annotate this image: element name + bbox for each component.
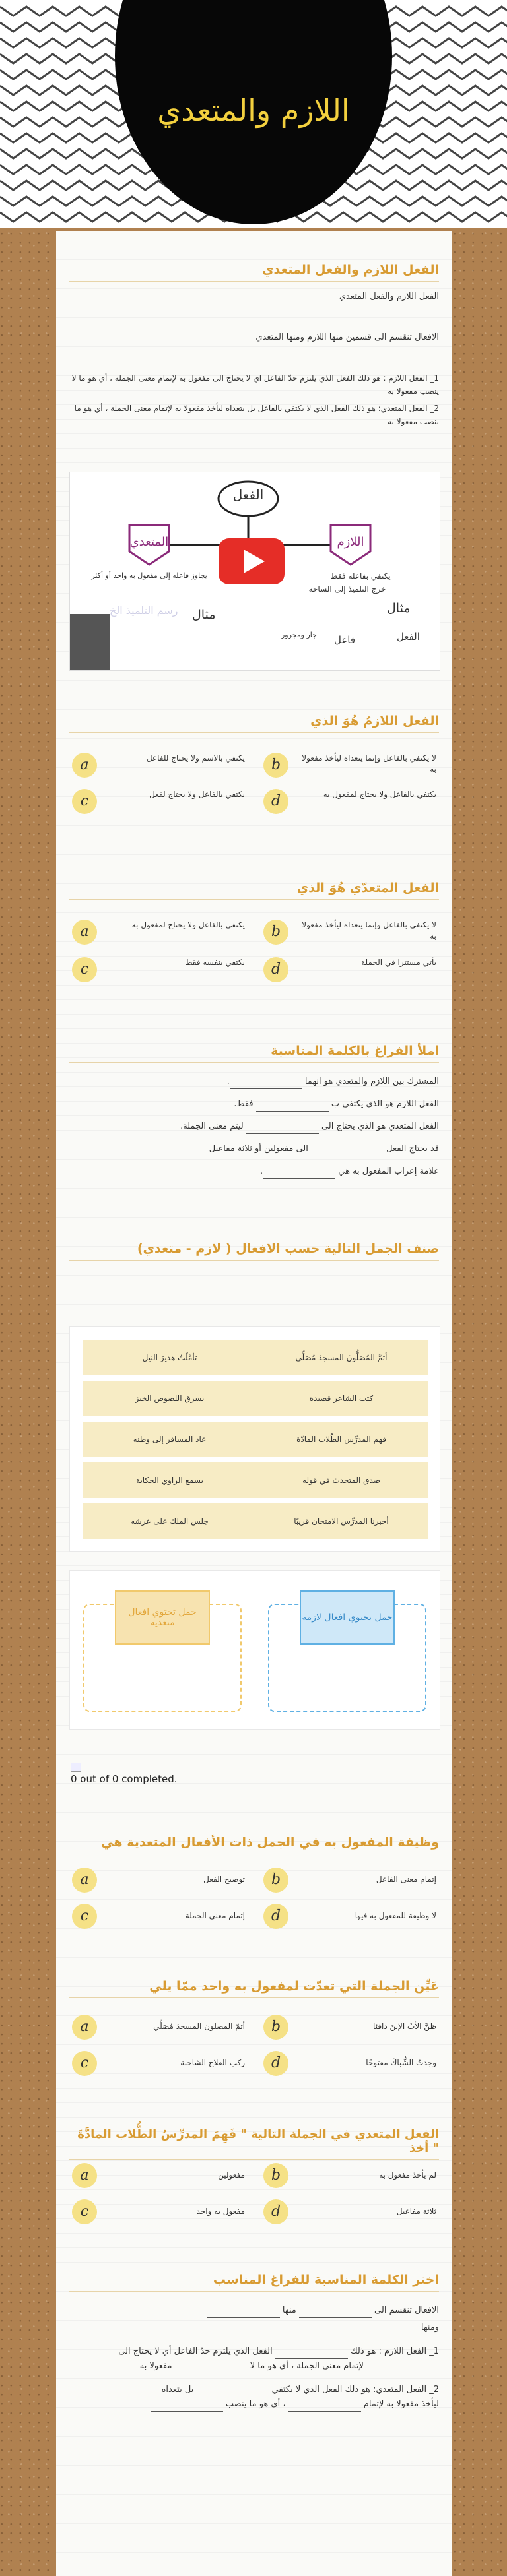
broken-image-icon xyxy=(71,1763,81,1772)
sort-card[interactable]: فهم المدرِّس الطُلاب المادّة xyxy=(255,1422,428,1457)
quiz-4-option-a[interactable] xyxy=(69,2012,248,2042)
fill-2-line-2: 1_ الفعل اللازم : هو ذلك الفعل الذي يلتزم حدّ الفاعل أي لا يحتاج الى لإتمام معنى الجملة ، أي هو ما لا مفعولا به xyxy=(69,2344,439,2373)
blank-input[interactable] xyxy=(299,2308,372,2318)
option-letter: b xyxy=(263,1868,288,1893)
blank-input[interactable] xyxy=(151,2402,223,2412)
option-text: ظنَّ الأبُ الإبنَ دافئا xyxy=(373,2022,436,2031)
option-text: مفعولين xyxy=(218,2170,245,2180)
sort-card[interactable]: أخبرنا المدرِّس الامتحان قريبًا xyxy=(255,1503,428,1539)
quiz-3-option-a[interactable] xyxy=(69,1865,248,1895)
quiz-1-option-b[interactable] xyxy=(261,750,439,780)
fill-2-line-1b: ومنها xyxy=(69,2321,439,2335)
sort-card[interactable]: جلس الملك على عرشه xyxy=(83,1503,256,1539)
word-1: الفعل xyxy=(397,631,420,643)
intro-line-1: الفعل اللازم والفعل المتعدي xyxy=(339,292,439,301)
intro-heading: الفعل اللازم والفعل المتعدي xyxy=(69,263,439,282)
option-letter: c xyxy=(72,957,97,982)
quiz-3-option-d[interactable] xyxy=(261,1901,439,1932)
option-letter: a xyxy=(72,2015,97,2040)
option-text: ثلاثة مفاعيل xyxy=(396,2207,436,2216)
quiz-1-option-a[interactable] xyxy=(69,750,248,780)
box-left-label: جمل تحتوي افعال متعدية xyxy=(115,1590,210,1645)
node-left: المتعدي xyxy=(129,535,169,549)
option-letter: c xyxy=(72,2051,97,2076)
option-text: إتمام معنى الفاعل xyxy=(376,1875,436,1884)
option-text: لا يكتفي بالفاعل وإنما يتعداه ليأخذ مفعولا به xyxy=(302,920,436,941)
sort-card[interactable]: صدق المتحدث في قوله xyxy=(255,1462,428,1498)
option-text: مفعول به واحد xyxy=(196,2207,245,2216)
option-text: يكتفي بالفاعل ولا يحتاج لمفعول به xyxy=(131,920,245,929)
header-banner xyxy=(0,0,507,228)
blank-input[interactable] xyxy=(230,1079,302,1089)
blank-input[interactable] xyxy=(311,1147,384,1156)
quiz-2-option-c[interactable] xyxy=(69,955,248,985)
hand-image xyxy=(70,614,110,670)
intro-line-2: الافعال تنقسم الى قسمين منها اللازم ومنها المتعدي xyxy=(255,332,439,342)
quiz-1-option-c[interactable] xyxy=(69,786,248,817)
sort-card[interactable]: تأمَّلْتُ هديرَ النيل xyxy=(83,1340,256,1375)
fill-2-heading: اختر الكلمة المناسبة للفراغ المناسب xyxy=(69,2273,439,2292)
option-letter: a xyxy=(72,753,97,778)
drop-zone-intransitive[interactable] xyxy=(268,1604,426,1712)
quiz-2 xyxy=(69,881,439,986)
sort-section xyxy=(69,1241,439,1261)
blank-input[interactable] xyxy=(207,2308,280,2318)
option-letter: b xyxy=(263,753,288,778)
option-text: إتمام معنى الجملة xyxy=(185,1911,245,1920)
quiz-4-option-c[interactable] xyxy=(69,2048,248,2079)
sort-card[interactable]: كتب الشاعر قصيدة xyxy=(255,1381,428,1416)
fill-1-line-1: المشترك بين اللازم والمتعدي هو انهما . xyxy=(69,1075,439,1089)
video-watermark: رسم التلميذ الخ xyxy=(110,604,178,617)
option-letter: a xyxy=(72,920,97,945)
blank-input[interactable] xyxy=(288,2402,361,2412)
blank-input[interactable] xyxy=(86,2387,158,2397)
option-text: وجدتُ الشُّباكَ مفتوحًا xyxy=(366,2058,436,2067)
fill-2-line-1: الافعال تنقسم الى منها xyxy=(69,2304,439,2318)
video-player[interactable] xyxy=(69,472,440,671)
node-right-text: يكتفي بفاعله فقط xyxy=(330,571,391,581)
fill-1-line-3: الفعل المتعدي هو الذي يحتاج الى ليتم معنى الجملة. xyxy=(69,1119,439,1134)
quiz-2-option-d[interactable] xyxy=(261,955,439,985)
fill-1-line-2: الفعل اللازم هو الذي يكتفي ب فقط. xyxy=(69,1097,439,1112)
option-letter: a xyxy=(72,2163,97,2188)
quiz-5 xyxy=(69,2127,439,2240)
option-letter: c xyxy=(72,2199,97,2224)
sort-boxes-panel xyxy=(69,1570,440,1730)
quiz-5-option-c[interactable] xyxy=(69,2197,248,2227)
sort-card[interactable]: يسرق اللصوص الخبز xyxy=(83,1381,256,1416)
quiz-4-option-d[interactable] xyxy=(261,2048,439,2079)
option-text: لا وظيفة للمفعول به فيها xyxy=(355,1911,436,1920)
quiz-2-option-a[interactable] xyxy=(69,917,248,947)
quiz-1 xyxy=(69,714,439,819)
quiz-5-option-a[interactable] xyxy=(69,2160,248,2191)
quiz-1-heading: الفعل اللازمُ هُوَ الذي xyxy=(69,714,439,733)
option-text: لم يأخذ مفعول به xyxy=(379,2170,436,2180)
sort-heading: صنف الجمل التالية حسب الافعال ( لازم - متعدي) xyxy=(69,1241,439,1261)
word-2: فاعل xyxy=(334,634,356,646)
option-text: أتمّ المصلون المسجدَ مُصَلِّي xyxy=(153,2022,245,2031)
option-letter: d xyxy=(263,2051,288,2076)
intro-section xyxy=(69,263,439,428)
option-text: يكتفي بنفسه فقط xyxy=(185,958,245,967)
progress-text: 0 out of 0 completed. xyxy=(71,1773,178,1785)
fill-blank-1 xyxy=(69,1044,439,1179)
option-letter: d xyxy=(263,2199,288,2224)
quiz-5-option-d[interactable] xyxy=(261,2197,439,2227)
option-text: يأتي مستترا في الجملة xyxy=(361,958,436,967)
quiz-1-option-d[interactable] xyxy=(261,786,439,817)
intro-line-4: 2_ الفعل المتعدي: هو ذلك الفعل الذي لا يكتفي بالفاعل بل يتعداه ليأخذ مفعولا به لإتمام معنى الجملة ، أي هو ما ينصب مفعولا به xyxy=(74,404,439,426)
quiz-5-option-b[interactable] xyxy=(261,2160,439,2191)
example-label-left: مثال xyxy=(192,608,216,622)
option-text: توضيح الفعل xyxy=(203,1875,245,1884)
option-letter: d xyxy=(263,957,288,982)
fill-1-line-4: قد يحتاج الفعل الى مفعولين أو ثلاثة مفاعيل xyxy=(69,1142,439,1156)
blank-input[interactable] xyxy=(246,1124,319,1134)
sort-card[interactable]: يسمع الراوي الحكاية xyxy=(83,1462,256,1498)
quiz-3-option-b[interactable] xyxy=(261,1865,439,1895)
blank-input[interactable] xyxy=(196,2387,269,2397)
quiz-3 xyxy=(69,1835,439,1941)
option-letter: c xyxy=(72,789,97,814)
drop-zone-transitive[interactable] xyxy=(83,1604,242,1712)
sort-cards-panel xyxy=(69,1326,440,1552)
node-main: الفعل xyxy=(232,487,264,503)
option-text: يكتفي بالفاعل ولا يحتاج لفعل xyxy=(149,790,245,799)
option-text: يكتفي بالاسم ولا يحتاج للفاعل xyxy=(146,753,245,763)
option-letter: c xyxy=(72,1904,97,1929)
option-letter: d xyxy=(263,789,288,814)
blank-input[interactable] xyxy=(263,1169,335,1179)
blank-input[interactable] xyxy=(366,2364,439,2373)
node-right: اللازم xyxy=(337,535,364,549)
blank-input[interactable] xyxy=(275,2349,348,2359)
intro-line-3: 1_ الفعل اللازم : هو ذلك الفعل الذي يلتزم حدّ الفاعل اي لا يحتاج الى مفعول به لإتمام معنى الجملة ، أي هو ما لا ينصب مفعولا به xyxy=(71,373,439,396)
option-letter: b xyxy=(263,2163,288,2188)
fill-1-heading: املأ الفراغ بالكلمة المناسبة xyxy=(69,1044,439,1063)
option-letter: b xyxy=(263,2015,288,2040)
example-label-right: مثال xyxy=(387,601,411,615)
example-right: خرج التلميذ إلى الساحة xyxy=(308,584,386,594)
sort-card[interactable]: أتمَّ المُصَلُّونَ المسجدَ مُصَلِّي xyxy=(255,1340,428,1375)
option-letter: a xyxy=(72,1868,97,1893)
blank-input[interactable] xyxy=(346,2325,419,2335)
word-3: جار ومجرور xyxy=(281,631,317,639)
fill-2-line-3: 2_ الفعل المتعدي: هو ذلك الفعل الذي لا يكتفي بل يتعداه ليأخذ مفعولا به لإتمام ، أي هو ما ينصب xyxy=(69,2383,439,2412)
option-text: لا يكتفي بالفاعل وإنما يتعداه ليأخذ مفعولا به xyxy=(302,753,436,774)
option-text: ركب الفلاح الشاحنة xyxy=(180,2058,245,2067)
quiz-2-heading: الفعل المتعدّي هُوَ الذي xyxy=(69,881,439,900)
node-left-text: يجاوز فاعله إلى مفعول به واحد أو أكثر xyxy=(91,571,207,580)
sort-card[interactable]: عاد المسافر إلى وطنه xyxy=(83,1422,256,1457)
quiz-4-option-b[interactable] xyxy=(261,2012,439,2042)
blank-input[interactable] xyxy=(175,2364,248,2373)
worksheet xyxy=(56,231,452,2576)
quiz-5-heading: الفعل المتعدي في الجملة التالية " فَهِمَ المدرِّسُ الطُّلاب المادَّةَ " أخذ xyxy=(69,2127,439,2160)
quiz-3-heading: وظيفة المفعول به في الجمل ذات الأفعال المتعدية هي xyxy=(69,1835,439,1854)
option-letter: d xyxy=(263,1904,288,1929)
page-title: اللازم والمتعدي xyxy=(157,92,350,128)
fill-blank-2 xyxy=(69,2273,439,2412)
blank-input[interactable] xyxy=(256,1102,329,1112)
box-right-label: جمل تحتوي افعال لازمة xyxy=(300,1590,395,1645)
quiz-4 xyxy=(69,1979,439,2085)
option-letter: b xyxy=(263,920,288,945)
quiz-3-option-c[interactable] xyxy=(69,1901,248,1932)
quiz-4-heading: عَيِّن الجملة التي تعدّت لمفعول به واحد ممّا يلي xyxy=(69,1979,439,1998)
fill-1-line-5: علامة إعراب المفعول به هي . xyxy=(69,1164,439,1179)
quiz-2-option-b[interactable] xyxy=(261,917,439,947)
option-text: يكتفي بالفاعل ولا يحتاج لمفعول به xyxy=(323,790,436,799)
